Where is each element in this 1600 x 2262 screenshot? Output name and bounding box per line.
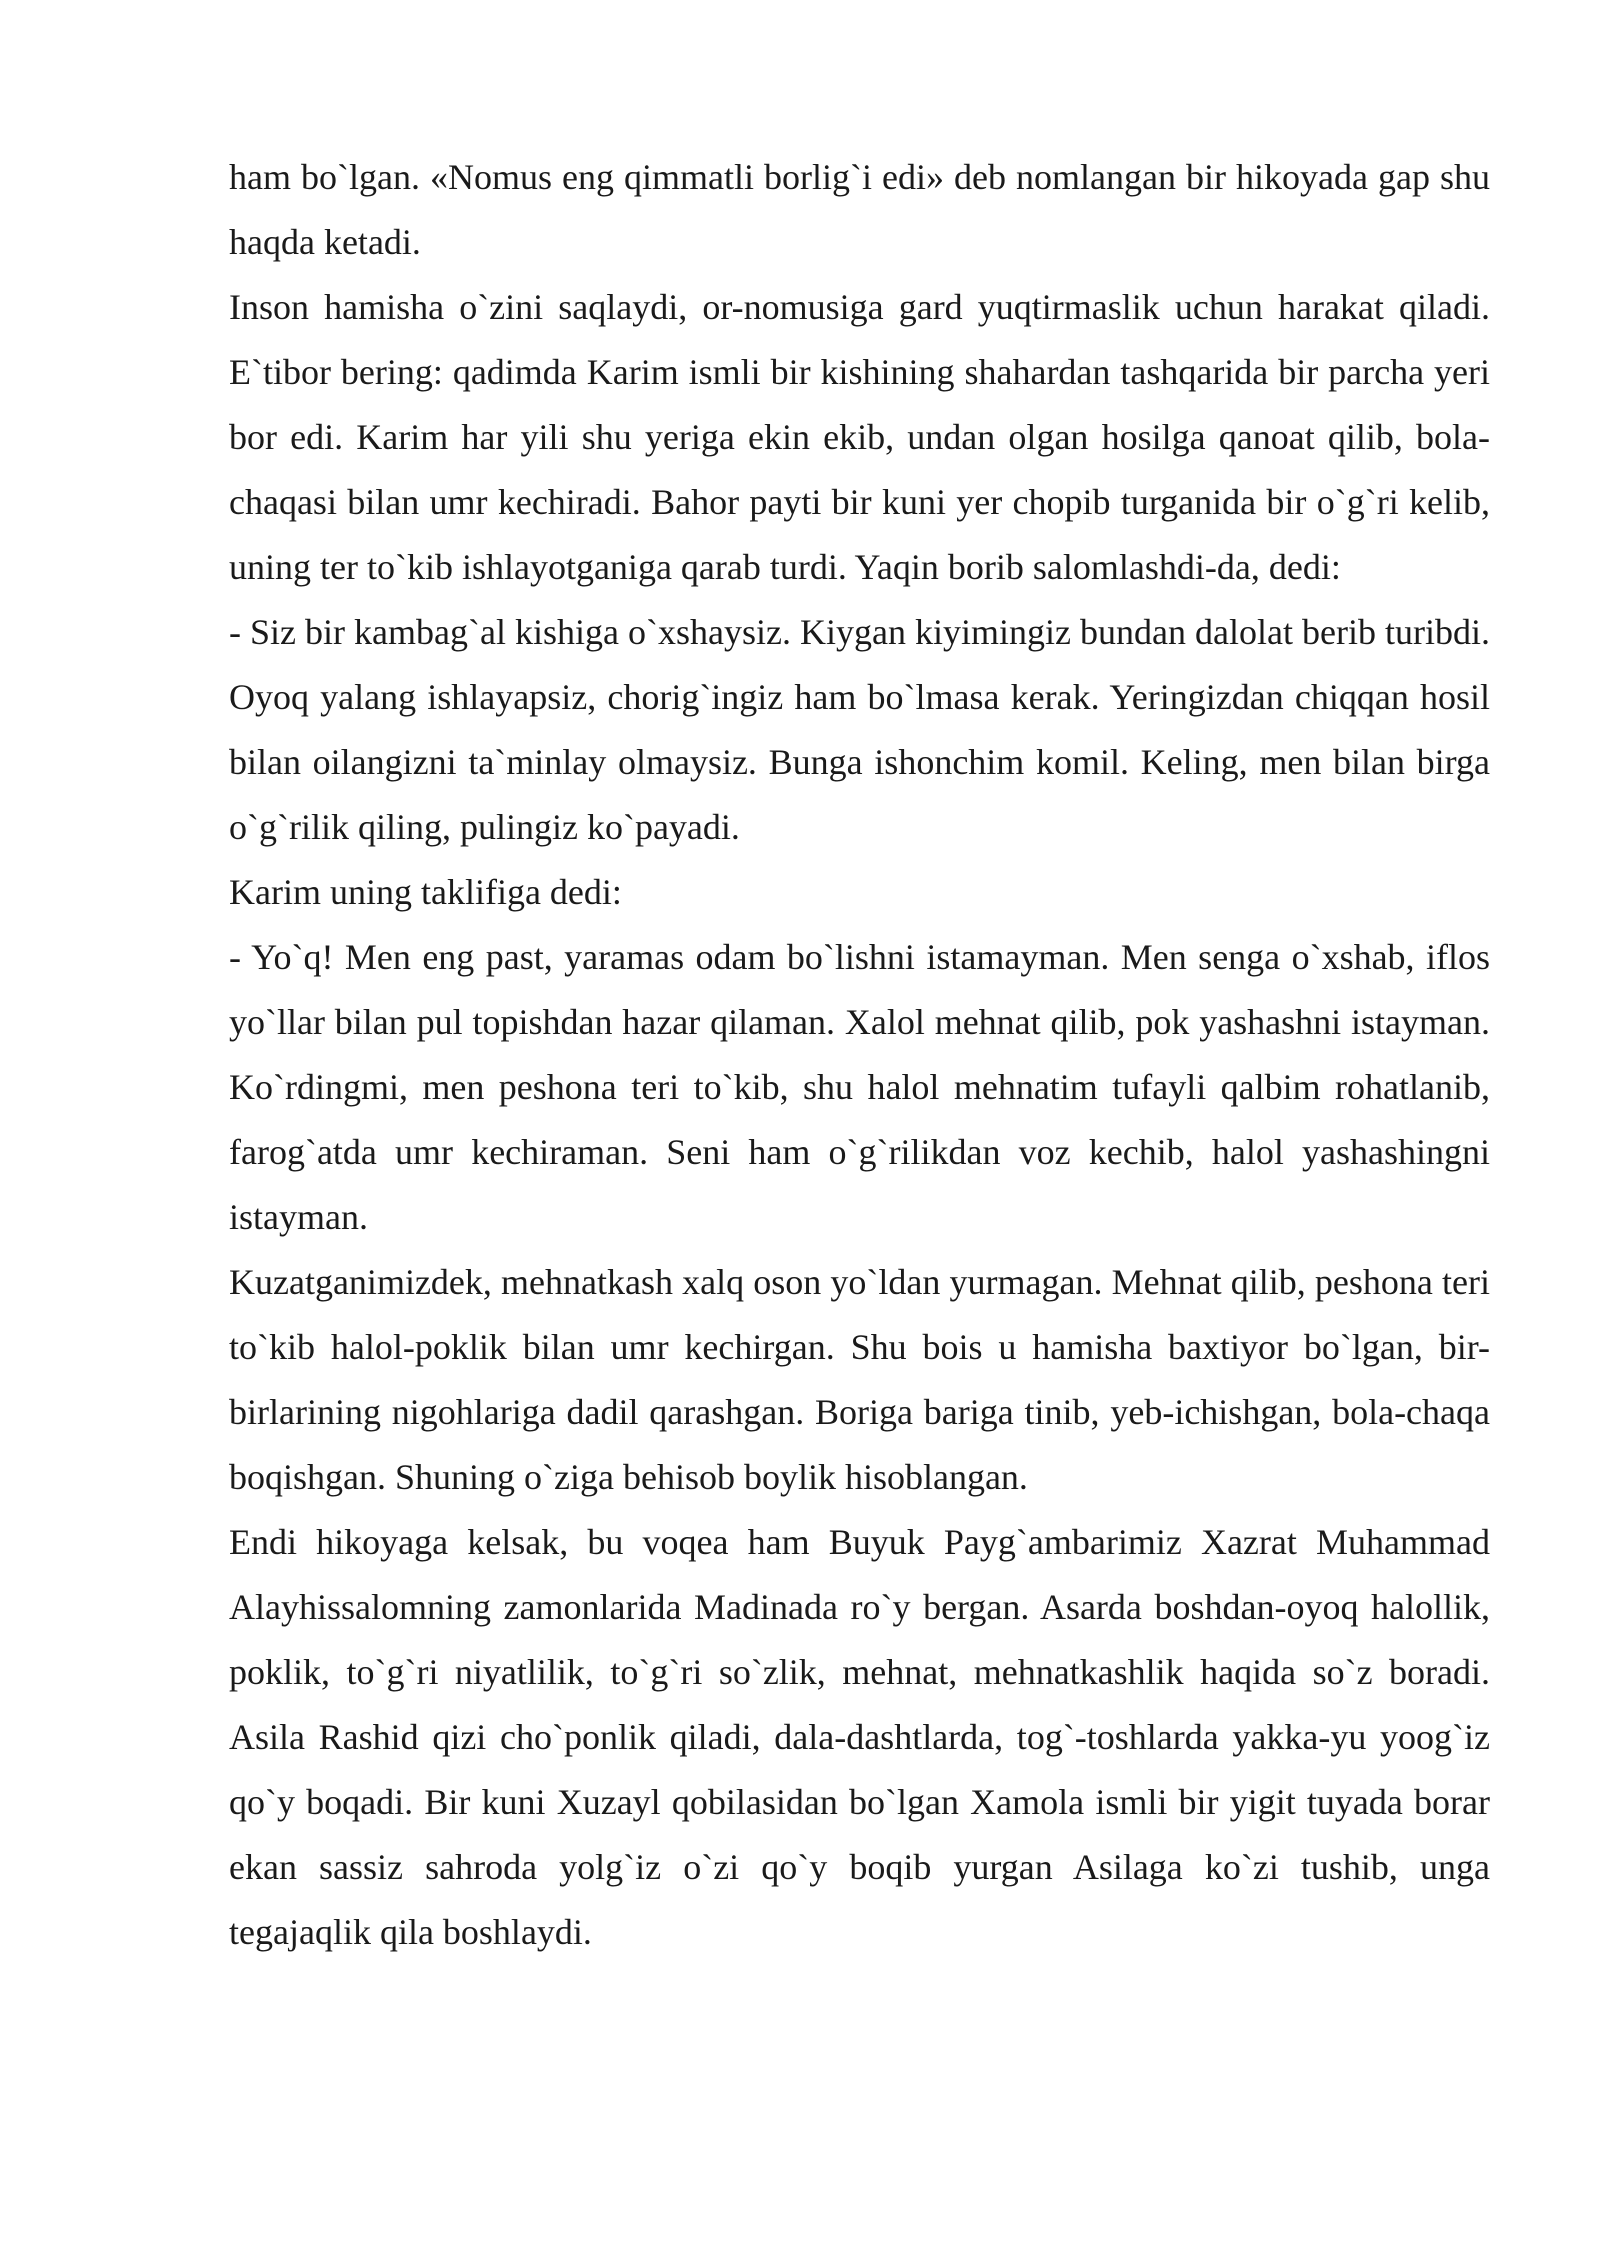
paragraph-1: ham bo`lgan. «Nomus eng qimmatli borlig`i edi» deb nomlangan bir hikoyada gap shu haqda ketadi. (229, 157, 1490, 262)
paragraph-3: - Siz bir kambag`al kishiga o`xshaysiz. Kiygan kiyimingiz bundan dalolat berib turibdi. Oyoq yalang ishlayapsiz, chorig`ingiz ham bo`lmasa kerak. Yeringizdan chiqqan hosil bilan oilangizni ta`minlay olmaysiz. Bunga ishonchim komil. Keling, men bilan birga o`g`rilik qiling, pulingiz ko`payadi. (229, 612, 1490, 847)
paragraph-6: Kuzatganimizdek, mehnatkash xalq oson yo`ldan yurmagan. Mehnat qilib, peshona teri to`kib halol-poklik bilan umr kechirgan. Shu bois u hamisha baxtiyor bo`lgan, bir-birlarining nigohlariga dadil qarashgan. Boriga bariga tinib, yeb-ichishgan, bola-chaqa boqishgan. Shuning o`ziga behisob boylik hisoblangan. (229, 1262, 1490, 1497)
paragraph-4: Karim uning taklifiga dedi: (229, 872, 622, 912)
paragraph-2: Inson hamisha o`zini saqlaydi, or-nomusiga gard yuqtirmaslik uchun harakat qiladi. E`tibor bering: qadimda Karim ismli bir kishining shahardan tashqarida bir parcha yeri bor edi. Karim har yili shu yeriga ekin ekib, undan olgan hosilga qanoat qilib, bola-chaqasi bilan umr kechiradi. Bahor payti bir kuni yer chopib turganida bir o`g`ri kelib, uning ter to`kib ishlayotganiga qarab turdi. Yaqin borib salomlashdi-da, dedi: (229, 287, 1490, 587)
paragraph-7: Endi hikoyaga kelsak, bu voqea ham Buyuk Payg`ambarimiz Xazrat Muhammad Alayhissalomning zamonlarida Madinada ro`y bergan. Asarda boshdan-oyoq halollik, poklik, to`g`ri niyatlilik, to`g`ri so`zlik, mehnat, mehnatkashlik haqida so`z boradi. Asila Rashid qizi cho`ponlik qiladi, dala-dashtlarda, tog`-toshlarda yakka-yu yoog`iz qo`y boqadi. Bir kuni Xuzayl qobilasidan bo`lgan Xamola ismli bir yigit tuyada borar ekan sassiz sahroda yolg`iz o`zi qo`y boqib yurgan Asilaga ko`zi tushib, unga tegajaqlik qila boshlaydi. (229, 1522, 1490, 1952)
paragraph-5: - Yo`q! Men eng past, yaramas odam bo`lishni istamayman. Men senga o`xshab, iflos yo`llar bilan pul topishdan hazar qilaman. Xalol mehnat qilib, pok yashashni istayman. Ko`rdingmi, men peshona teri to`kib, shu halol mehnatim tufayli qalbim rohatlanib, farog`atda umr kechiraman. Seni ham o`g`rilikdan voz kechib, halol yashashingni istayman. (229, 937, 1490, 1237)
document-body (229, 145, 1490, 1965)
